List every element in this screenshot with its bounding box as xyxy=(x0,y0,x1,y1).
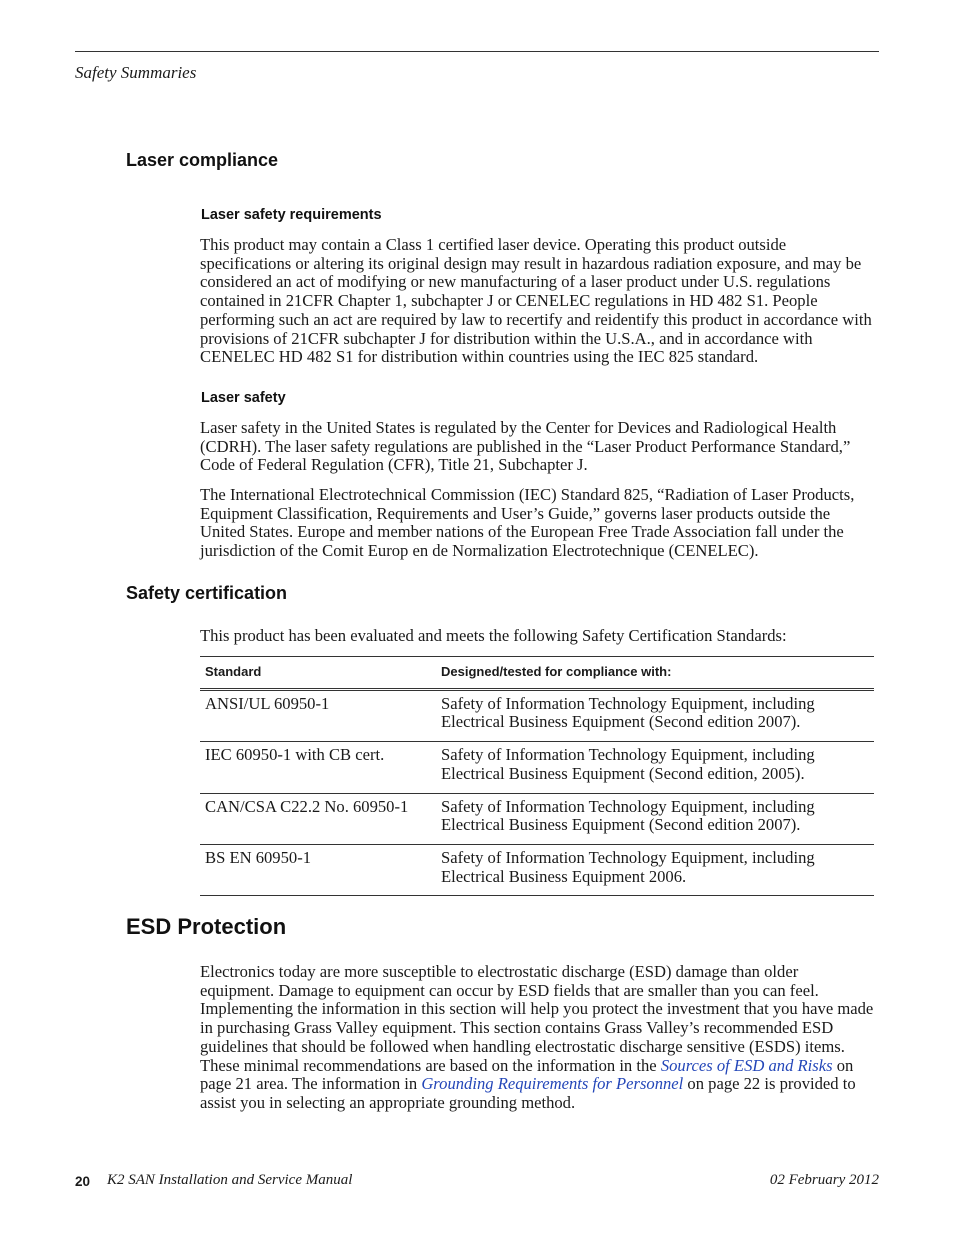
header-rule xyxy=(75,51,879,52)
esd-text-part3: on page 22 is provided to assist you in selecting an appropriate grounding method. xyxy=(200,1074,856,1112)
esd-protection-text xyxy=(200,963,876,1113)
table-cell-standard: CAN/CSA C22.2 No. 60950-1 xyxy=(205,796,409,816)
table-cell-compliance: Safety of Information Technology Equipment, including Electrical Business Equipment (Second edition 2007). xyxy=(441,693,815,732)
table-header-row xyxy=(200,657,874,690)
laser-safety-heading: Laser safety xyxy=(201,390,286,406)
sources-of-esd-link[interactable]: Sources of ESD and Risks xyxy=(660,1055,833,1075)
certification-table xyxy=(200,656,874,896)
laser-safety-requirements-heading: Laser safety requirements xyxy=(201,207,382,223)
esd-text-part1: Electronics today are more susceptible to electrostatic discharge (ESD) damage than older equipment. Damage to equipment can occur by ESD fields that are smaller than you can feel. Implementing the information in this section will help you protect the investment that you have made in purchasing Grass Valley equipment. This section contains Grass Valley’s recommended ESD guidelines that should be followed when handling electrostatic discharge sensitive (ESDS) items. These minimal recommendations are based on the information in the xyxy=(200,962,874,1075)
footer-manual-title: K2 SAN Installation and Service Manual xyxy=(107,1172,353,1188)
esd-text-part2: on page 21 area. The information in xyxy=(200,1055,854,1094)
table-cell-compliance: Safety of Information Technology Equipment, including Electrical Business Equipment (Second edition 2007). xyxy=(441,796,815,835)
safety-certification-heading: Safety certification xyxy=(126,583,288,603)
esd-protection-heading: ESD Protection xyxy=(126,914,287,939)
table-cell-compliance: Safety of Information Technology Equipment, including Electrical Business Equipment (Second edition, 2005). xyxy=(441,745,815,783)
table-cell-standard: IEC 60950-1 with CB cert. xyxy=(205,745,385,765)
running-head: Safety Summaries xyxy=(75,63,197,82)
table-row xyxy=(200,793,874,844)
table-cell-standard: BS EN 60950-1 xyxy=(205,847,312,867)
footer-date: 02 February 2012 xyxy=(769,1172,879,1188)
table-cell-compliance: Safety of Information Technology Equipment, including Electrical Business Equipment 2006. xyxy=(441,847,815,886)
table-row xyxy=(200,689,874,741)
laser-safety-text-2: The International Electrotechnical Commission (IEC) Standard 825, “Radiation of Laser Products, Equipment Classification, Requirements and User’s Guide,” governs laser products outside the United States. Europe and member nations of the European Free Trade Association fall under the jurisdiction of the Comit Europ en de Normalization Electrotechnique (CENELEC). xyxy=(200,485,855,561)
table-cell-standard: ANSI/UL 60950-1 xyxy=(205,693,330,713)
laser-safety-text-1: Laser safety in the United States is regulated by the Center for Devices and Radiological Health (CDRH). The laser safety regulations are published in the “Laser Product Performance Standard,” Code of Federal Regulation (CFR), Title 21, Subchapter J. xyxy=(200,418,851,475)
safety-certification-intro: This product has been evaluated and meets the following Safety Certification Standards: xyxy=(200,626,787,645)
table-row xyxy=(200,742,874,793)
grounding-requirements-link[interactable]: Grounding Requirements for Personnel xyxy=(421,1074,684,1094)
footer-page-number: 20 xyxy=(75,1174,91,1189)
table-row xyxy=(200,844,874,895)
table-header-standard: Standard xyxy=(205,664,262,679)
laser-safety-requirements-text: This product may contain a Class 1 certified laser device. Operating this product outside specifications or altering its original design may result in hazardous radiation exposure, and may be considered an act of modifying or new manufacturing of a laser product under U.S. regulations contained in 21CFR Chapter 1, subchapter J or CENELEC regulations in HD 482 S1. People performing such an act are required by law to recertify and reidentify this product in accordance with provisions of 21CFR subchapter J for distribution within the U.S.A., and in accordance with CENELEC HD 482 S1 for distribution within countries using the IEC 825 standard. xyxy=(200,235,872,367)
laser-compliance-heading: Laser compliance xyxy=(126,150,279,170)
table-header-compliance: Designed/tested for compliance with: xyxy=(441,664,672,679)
